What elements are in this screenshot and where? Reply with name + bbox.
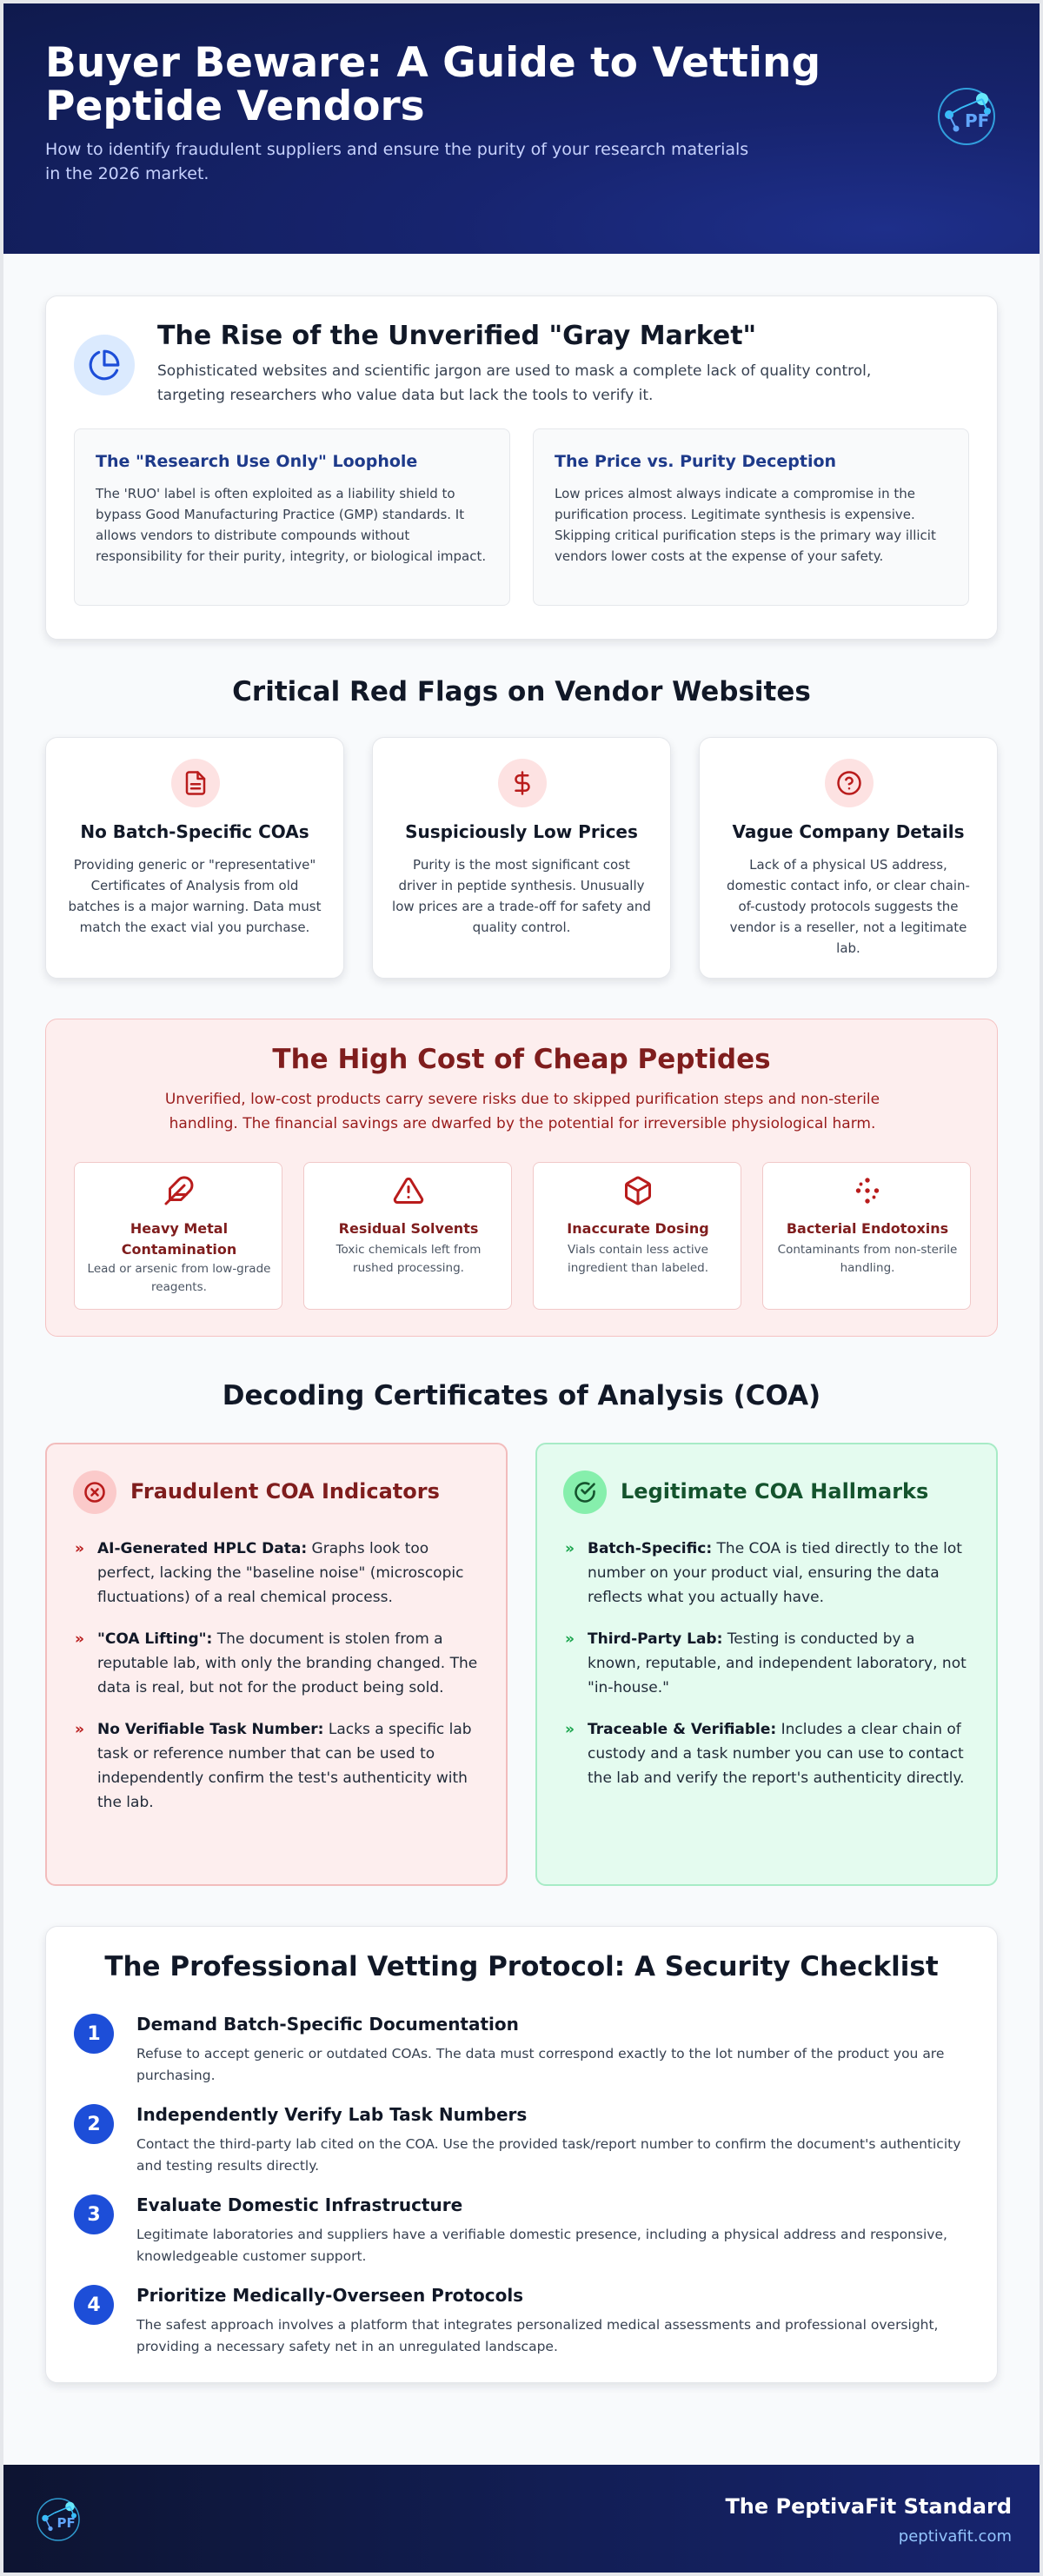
red-flag-title: Vague Company Details — [732, 821, 965, 842]
legitimate-coa-panel — [535, 1443, 998, 1886]
dollar-icon — [498, 759, 547, 807]
red-flag-card — [699, 737, 998, 979]
list-item: » Third-Party Lab: Testing is conducted by a known, reputable, and independent laboratory, not "in-house." — [565, 1630, 967, 1696]
risk-card — [74, 1162, 282, 1310]
coa-section-title: Decoding Certificates of Analysis (COA) — [222, 1380, 821, 1411]
risk-text: Vials contain less active ingredient than labeled. — [568, 1243, 708, 1275]
high-cost-title: The High Cost of Cheap Peptides — [272, 1044, 771, 1075]
vetting-checklist-card — [45, 1926, 998, 2383]
molecule-pf-logo-icon — [935, 85, 998, 148]
red-flag-card — [372, 737, 671, 979]
page-subtitle: How to identify fraudulent suppliers and ensure the purity of your research materials in the 2026 market. — [45, 140, 749, 183]
risk-text: Toxic chemicals left from rushed processing. — [335, 1243, 482, 1275]
fraudulent-coa-title: Fraudulent COA Indicators — [130, 1479, 440, 1504]
gray-market-title: The Rise of the Unverified "Gray Market" — [157, 321, 757, 351]
price-purity-box — [533, 428, 969, 606]
red-flag-card — [45, 737, 344, 979]
step-text: Refuse to accept generic or outdated COAs. The data must correspond exactly to the lot number of the product you are purchasing. — [136, 2046, 945, 2083]
document-icon — [171, 759, 220, 807]
risk-title: Inaccurate Dosing — [567, 1220, 709, 1237]
risk-text: Contaminants from non-sterile handling. — [777, 1243, 958, 1275]
footer-brand: The PeptivaFit Standard — [725, 2494, 1012, 2519]
warning-icon — [393, 1175, 424, 1206]
risk-card — [303, 1162, 512, 1310]
footer — [3, 2465, 1040, 2573]
step-number-badge: 2 — [74, 2104, 114, 2144]
svg-text:PF: PF — [56, 2515, 76, 2531]
high-cost-panel — [45, 1019, 998, 1337]
check-circle-icon — [563, 1471, 607, 1514]
step-text: Contact the third-party lab cited on the COA. Use the provided task/report number to confirm the document's authenticity and testing results directly. — [136, 2136, 961, 2174]
header-banner — [3, 3, 1040, 254]
step-number-badge: 4 — [74, 2285, 114, 2325]
risk-title: Heavy Metal Contamination — [121, 1220, 237, 1258]
ruo-loophole-box — [74, 428, 510, 606]
fraudulent-coa-list — [75, 1537, 482, 1832]
page-title: Buyer Beware: A Guide to Vetting Peptide Vendors — [45, 39, 821, 130]
step-number-badge: 3 — [74, 2194, 114, 2234]
red-flag-text: Purity is the most significant cost driver in peptide synthesis. Unusually low prices are a trade-off for safety and quality control. — [392, 857, 651, 935]
legitimate-coa-title: Legitimate COA Hallmarks — [621, 1479, 929, 1504]
red-flags-title: Critical Red Flags on Vendor Websites — [232, 676, 811, 707]
list-item: » AI-Generated HPLC Data: Graphs look too perfect, lacking the "baseline noise" (microscopic fluctuations) of a real chemical process. — [75, 1540, 464, 1606]
step-title: Independently Verify Lab Task Numbers — [136, 2104, 528, 2125]
red-flag-title: No Batch-Specific COAs — [80, 821, 309, 842]
risk-title: Bacterial Endotoxins — [786, 1220, 949, 1237]
infographic-page — [3, 3, 1040, 2573]
step-text: Legitimate laboratories and suppliers have a verifiable domestic presence, including a physical address and responsive, knowledgeable customer support. — [136, 2227, 947, 2264]
legitimate-coa-list — [565, 1537, 972, 1808]
red-flag-title: Suspiciously Low Prices — [405, 821, 638, 842]
cube-icon — [622, 1175, 654, 1206]
price-purity-text: Low prices almost always indicate a compromise in the purification process. Legitimate synthesis is expensive. Skipping critical purification steps is the primary way illicit vendors lower costs at the expense of your safety. — [555, 486, 936, 564]
step-title: Demand Batch-Specific Documentation — [136, 2014, 519, 2035]
ruo-loophole-title: The "Research Use Only" Loophole — [96, 452, 418, 471]
risk-text: Lead or arsenic from low-grade reagents. — [87, 1262, 271, 1294]
high-cost-subtitle: Unverified, low-cost products carry severe risks due to skipped purification steps and non-sterile handling. The financial savings are dwarfed by the potential for irreversible physiological harm. — [164, 1091, 880, 1132]
list-item: » Traceable & Verifiable: Includes a clear chain of custody and a task number you can use to contact the lab and verify the report's authenticity directly. — [565, 1721, 965, 1787]
list-item: » No Verifiable Task Number: Lacks a specific lab task or reference number that can be used to independently confirm the test's authenticity with the lab. — [75, 1721, 472, 1811]
list-item: » Batch-Specific: The COA is tied directly to the lot number on your product vial, ensuring the data reflects what you actually have. — [565, 1540, 962, 1606]
footer-site-link[interactable]: peptivafit.com — [898, 2527, 1012, 2546]
step-title: Evaluate Domestic Infrastructure — [136, 2194, 463, 2215]
risk-card — [533, 1162, 741, 1310]
step-text: The safest approach involves a platform that integrates personalized medical assessments and professional oversight, providing a necessary safety net in an unregulated landscape. — [136, 2317, 939, 2354]
risk-title: Residual Solvents — [338, 1220, 479, 1237]
feather-icon — [163, 1175, 195, 1206]
red-flag-text: Lack of a physical US address, domestic contact info, or clear chain-of-custody protocols suggests the vendor is a reseller, not a legitimate lab. — [727, 857, 970, 956]
pie-chart-icon — [74, 335, 135, 395]
step-number-badge: 1 — [74, 2014, 114, 2054]
gray-market-subtitle: Sophisticated websites and scientific jargon are used to mask a complete lack of quality control, targeting researchers who value data but lack the tools to verify it. — [157, 362, 872, 404]
red-flag-text: Providing generic or "representative" Certificates of Analysis from old batches is a major warning. Data must match the exact vial you purchase. — [68, 857, 322, 935]
list-item: » "COA Lifting": The document is stolen from a reputable lab, with only the branding changed. The data is real, but not for the product being sold. — [75, 1630, 478, 1696]
checklist-title: The Professional Vetting Protocol: A Security Checklist — [104, 1951, 939, 1982]
molecule-pf-logo-icon — [35, 2496, 82, 2543]
risk-card — [762, 1162, 971, 1310]
gray-market-card — [45, 295, 998, 640]
dots-icon — [852, 1175, 883, 1206]
step-title: Prioritize Medically-Overseen Protocols — [136, 2285, 524, 2306]
price-purity-title: The Price vs. Purity Deception — [555, 452, 837, 471]
question-icon — [825, 759, 874, 807]
ruo-loophole-text: The 'RUO' label is often exploited as a liability shield to bypass Good Manufacturing Practice (GMP) standards. It allows vendors to distribute compounds without responsibility for their purity, integrity, or biological impact. — [96, 486, 487, 564]
x-circle-icon — [73, 1471, 116, 1514]
fraudulent-coa-panel — [45, 1443, 508, 1886]
svg-text:PF: PF — [965, 110, 990, 131]
